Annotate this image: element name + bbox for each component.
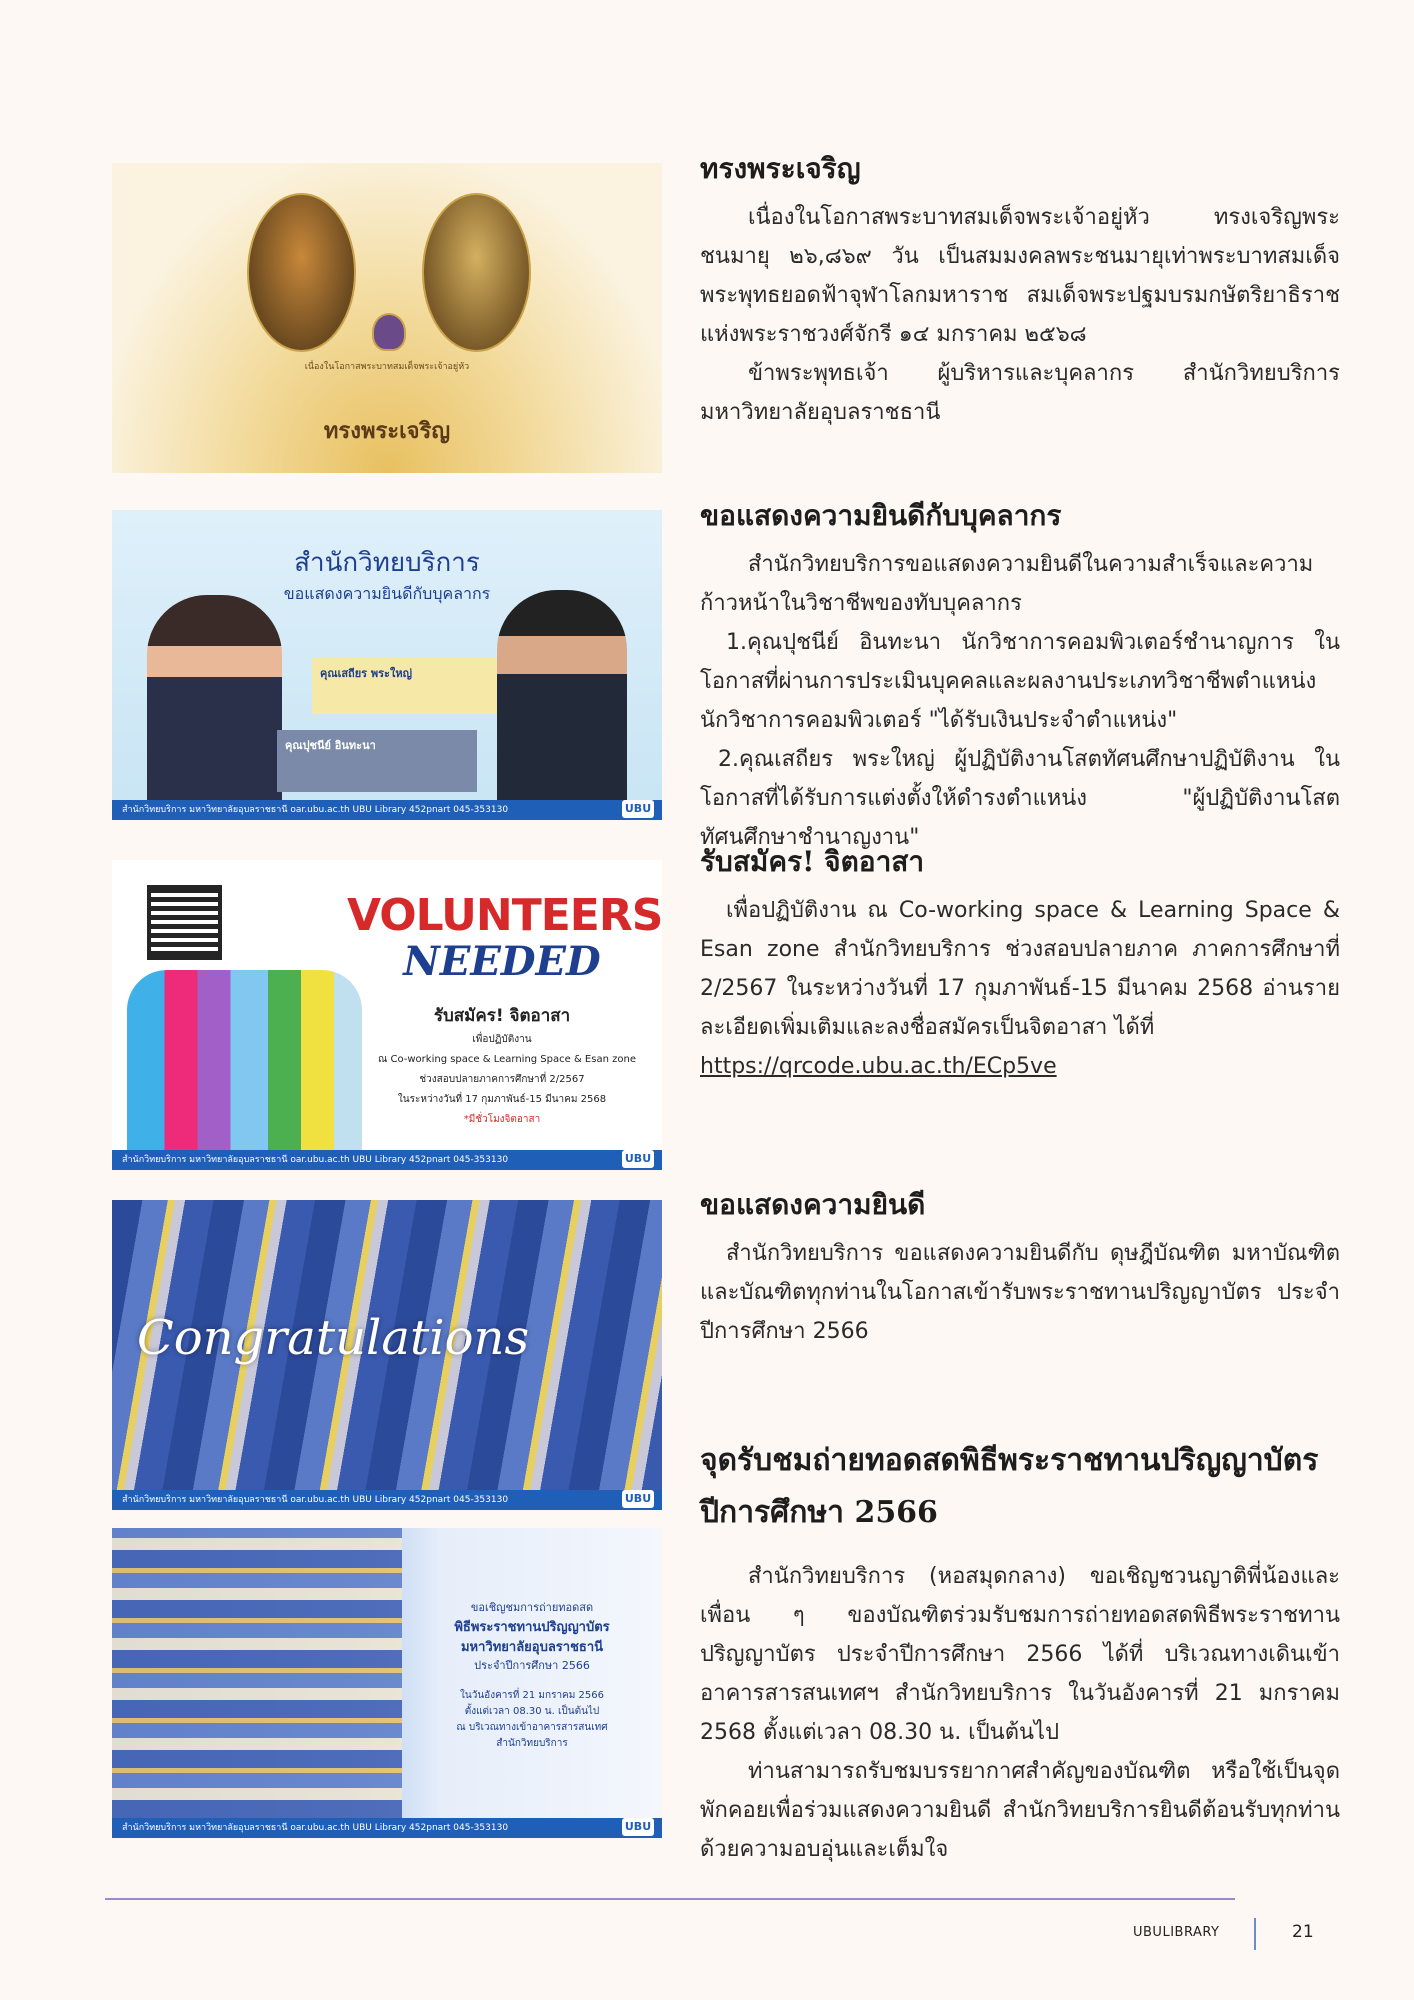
article-staff-paragraph: 1.คุณปุชนีย์ อินทะนา นักวิชาการคอมพิวเตอร์ชำนาญการ ในโอกาสที่ผ่านการประเมินบุคคลและผลงานประเภทวิชาชีพตำแหน่งนักวิชาการคอมพิวเตอร์ "ได้รับเงินประจำตำแหน่ง" [700, 629, 1340, 733]
volunteers-line-5: *มีชั่วโมงจิตอาสา [463, 1114, 541, 1125]
congratulations-footer-bar: สำนักวิทยบริการ มหาวิทยาลัยอุบลราชธานี oar.ubu.ac.th UBU Library 452pnart 045-353130 UBU [112, 1490, 662, 1510]
article-king-paragraph: เนื่องในโอกาสพระบาทสมเด็จพระเจ้าอยู่หัว ทรงเจริญพระชนมายุ ๒๖,๘๖๙ วัน เป็นสมมงคลพระชนมายุเท่าพระบาทสมเด็จพระพุทธยอดฟ้าจุฬาโลกมหาราช สมเด็จพระปฐมบรมกษัตริยาธิราชแห่งพระราชวงศ์จักรี ๑๔ มกราคม ๒๕๖๘ [700, 204, 1340, 347]
staff-name-tag-2 [277, 730, 477, 792]
ceremony-line-8: สำนักวิทยบริการ [496, 1738, 568, 1749]
volunteers-footer-bar: สำนักวิทยบริการ มหาวิทยาลัยอุบลราชธานี oar.ubu.ac.th UBU Library 452pnart 045-353130 UBU [112, 1150, 662, 1170]
ceremony-line-2: พิธีพระราชทานปริญญาบัตร [454, 1620, 610, 1635]
raised-hands-graphic [127, 970, 362, 1150]
staff-name-2: คุณปุชนีย์ อินทะนา [285, 739, 376, 752]
article-volunteer [700, 843, 1340, 1086]
article-broadcast-paragraph: ท่านสามารถรับชมบรรยากาศสำคัญของบัณฑิต หรือใช้เป็นจุดพักคอยเพื่อร่วมแสดงความยินดี สำนักวิทยบริการยินดีต้อนรับทุกท่านด้วยความอบอุ่นและเต็มใจ [700, 1759, 1340, 1862]
article-congrats-title: ขอแสดงความยินดี [700, 1188, 926, 1221]
volunteers-image [112, 860, 662, 1170]
ceremony-broadcast-image [112, 1528, 662, 1838]
ceremony-line-6: ตั้งแต่เวลา 08.30 น. เป็นต้นไป [464, 1706, 600, 1717]
volunteers-line-2: ณ Co-working space & Learning Space & Esan zone [378, 1054, 636, 1065]
portrait-left [247, 193, 356, 352]
volunteers-line-3: ช่วงสอบปลายภาคการศึกษาที่ 2/2567 [419, 1074, 585, 1085]
staff-congrats-image [112, 510, 662, 820]
page-number: 21 [1292, 1922, 1314, 1942]
portrait-right [422, 193, 531, 352]
ceremony-footer-bar: สำนักวิทยบริการ มหาวิทยาลัยอุบลราชธานี oar.ubu.ac.th UBU Library 452pnart 045-353130 UBU [112, 1818, 662, 1838]
article-congrats [700, 1186, 1340, 1351]
footer-separator [1254, 1918, 1256, 1950]
staff-name-1: คุณเสถียร พระใหญ่ [320, 667, 412, 680]
ubu-logo-icon: UBU [622, 1490, 654, 1508]
article-staff-paragraph: 2.คุณเสถียร พระใหญ่ ผู้ปฏิบัติงานโสตทัศนศึกษาปฏิบัติงาน ในโอกาสที่ได้รับการแต่งตั้งให้ดำรงตำแหน่ง "ผู้ปฏิบัติงานโสตทัศนศึกษาชำนาญงาน" [700, 746, 1340, 850]
ubu-logo-icon: UBU [622, 1150, 654, 1168]
ubu-logo-icon: UBU [622, 800, 654, 818]
volunteers-title: รับสมัคร! จิตอาสา [433, 1006, 571, 1026]
article-volunteer-title: รับสมัคร! จิตอาสา [700, 845, 925, 878]
volunteer-signup-link[interactable]: https://qrcode.ubu.ac.th/ECp5ve [700, 1053, 1057, 1079]
staff-banner-header: สำนักวิทยบริการ [294, 548, 480, 578]
article-volunteer-paragraph: เพื่อปฏิบัติงาน ณ Co-working space & Learning Space & Esan zone สำนักวิทยบริการ ช่วงสอบปลายภาค ภาคการศึกษาที่ 2/2567 ในระหว่างวันที่ 17 กุมภาพันธ์-15 มีนาคม 2568 อ่านรายละเอียดเพิ่มเติมและลงชื่อสมัครเป็นจิตอาสา ได้ที่ [700, 897, 1340, 1040]
article-staff [700, 497, 1340, 857]
ceremony-line-4: ประจำปีการศึกษา 2566 [474, 1659, 590, 1672]
article-broadcast [700, 1435, 1340, 1869]
staff-banner-subheader: ขอแสดงความยินดีกับบุคลากร [283, 584, 491, 603]
needed-headline: NEEDED [403, 938, 601, 985]
ubu-logo-icon: UBU [622, 1818, 654, 1836]
volunteers-line-1: เพื่อปฏิบัติงาน [472, 1034, 532, 1045]
footer-divider [105, 1898, 1235, 1900]
article-broadcast-title: จุดรับชมถ่ายทอดสดพิธีพระราชทานปริญญาบัตร ปีการศึกษา 2566 [700, 1443, 1319, 1530]
article-king-paragraph: ข้าพระพุทธเจ้า ผู้บริหารและบุคลากร สำนักวิทยบริการ มหาวิทยาลัยอุบลราชธานี [700, 360, 1340, 425]
ceremony-line-3: มหาวิทยาลัยอุบลราชธานี [460, 1640, 604, 1655]
king-banner-image [112, 163, 662, 473]
staff-banner-footer-bar: สำนักวิทยบริการ มหาวิทยาลัยอุบลราชธานี oar.ubu.ac.th UBU Library 452pnart 045-353130 UBU [112, 800, 662, 820]
article-congrats-paragraph: สำนักวิทยบริการ ขอแสดงความยินดีกับ ดุษฎีบัณฑิต มหาบัณฑิต และบัณฑิตทุกท่านในโอกาสเข้ารับพระราชทานปริญญาบัตร ประจำปีการศึกษา 2566 [700, 1240, 1340, 1344]
article-staff-paragraph: สำนักวิทยบริการขอแสดงความยินดีในความสำเร็จและความก้าวหน้าในวิชาชีพของทับบุคลากร [700, 551, 1314, 616]
ceremony-line-5: ในวันอังคารที่ 21 มกราคม 2566 [460, 1690, 604, 1701]
volunteers-line-4: ในระหว่างวันที่ 17 กุมภาพันธ์-15 มีนาคม 2568 [397, 1094, 607, 1105]
staff-photo-left [147, 595, 282, 800]
king-banner-caption: เนื่องในโอกาสพระบาทสมเด็จพระเจ้าอยู่หัว [304, 362, 470, 372]
congratulations-image [112, 1200, 662, 1510]
staff-photo-right [497, 590, 627, 800]
article-staff-title: ขอแสดงความยินดีกับบุคลากร [700, 499, 1062, 532]
article-broadcast-paragraph: สำนักวิทยบริการ (หอสมุดกลาง) ขอเชิญชวนญาติพี่น้องและเพื่อน ๆ ของบัณฑิตร่วมรับชมการถ่ายทอดสดพิธีพระราชทานปริญญาบัตร ประจำปีการศึกษา 2566 ได้ที่ บริเวณทางเดินเข้าอาคารสารสนเทศฯ สำนักวิทยบริการ ในวันอังคารที่ 21 มกราคม 2568 ตั้งแต่เวลา 08.30 น. เป็นต้นไป [700, 1564, 1340, 1745]
staff-name-tag-1 [312, 658, 497, 714]
article-king [700, 150, 1340, 432]
qr-code-icon [147, 885, 222, 960]
royal-emblem-icon [372, 313, 406, 351]
article-king-title: ทรงพระเจริญ [700, 152, 861, 185]
ceremony-line-1: ขอเชิญชมการถ่ายทอดสด [470, 1601, 594, 1614]
ceremony-line-7: ณ บริเวณทางเข้าอาคารสารสนเทศ [456, 1722, 608, 1733]
king-banner-title: ทรงพระเจริญ [323, 418, 451, 444]
volunteers-headline: VOLUNTEERS [347, 890, 662, 941]
congratulations-script: Congratulations [137, 1310, 530, 1366]
graduates-crowd-photo [112, 1528, 402, 1818]
footer-library-label: UBULIBRARY [1133, 1925, 1220, 1940]
